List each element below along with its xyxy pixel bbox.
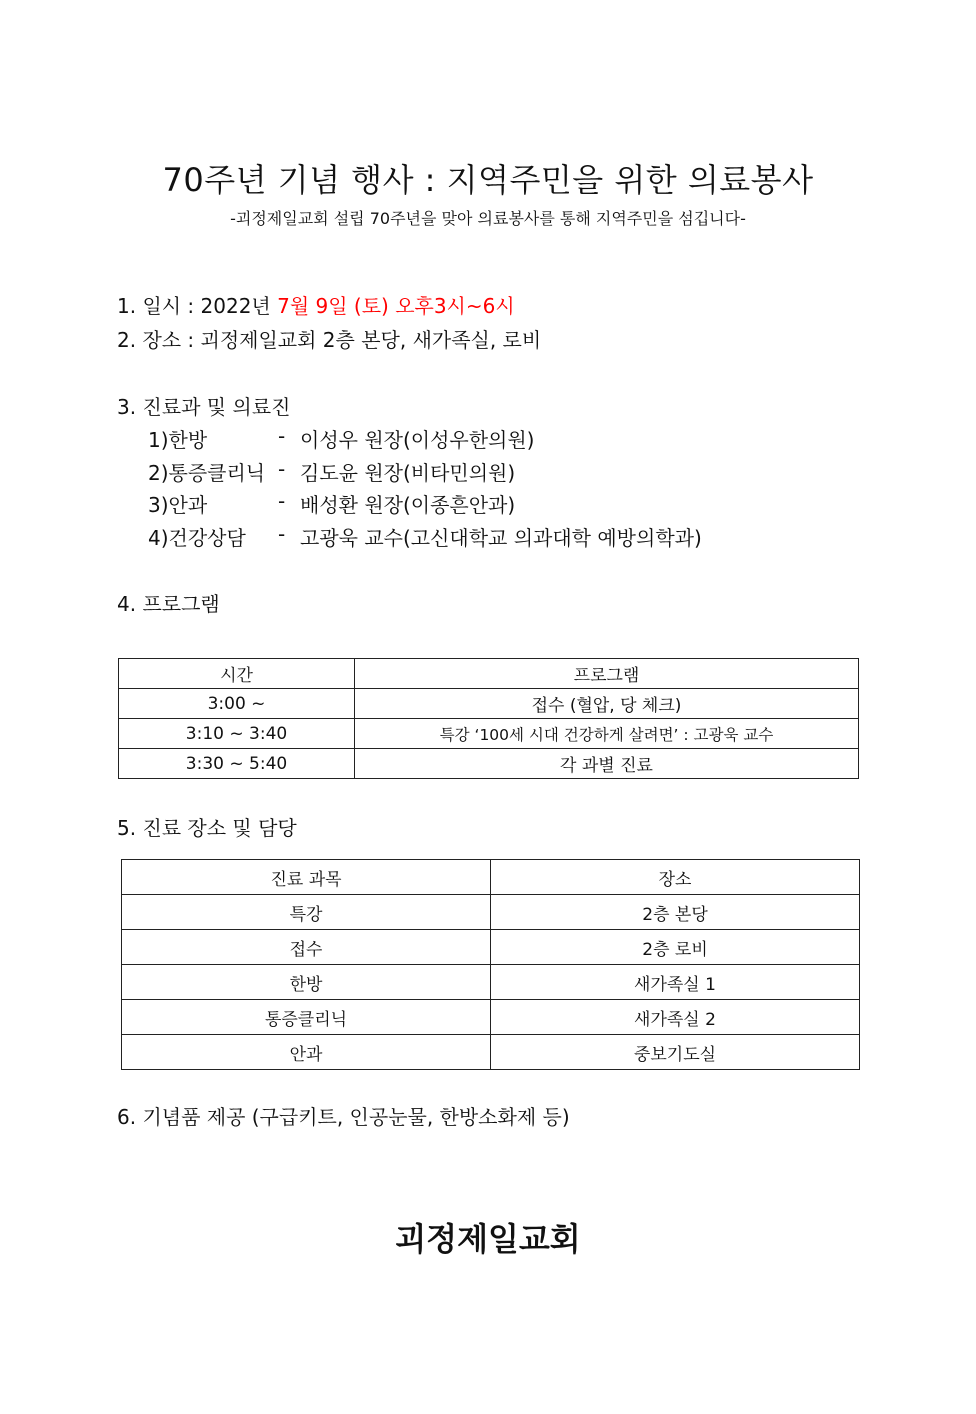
department-label: 3)안과	[148, 493, 208, 517]
document-subtitle: -괴정제일교회 설립 70주년을 맞아 의료봉사를 통해 지역주민을 섬깁니다-	[230, 209, 746, 228]
table-header-cell: 진료 과목	[122, 860, 491, 895]
department-row	[148, 489, 748, 517]
department-doctor: 배성환 원장(이종흔안과)	[300, 493, 516, 517]
department-dash: -	[278, 489, 286, 513]
table-row	[119, 719, 859, 749]
department-row	[148, 424, 748, 452]
table-row	[122, 965, 860, 1000]
department-dash: -	[278, 522, 286, 546]
department-dash: -	[278, 457, 286, 481]
program-heading: 4. 프로그램	[117, 592, 220, 616]
item-gifts: 6. 기념품 제공 (구급키트, 인공눈물, 한방소화제 등)	[117, 1105, 570, 1129]
item-date-highlight: 7월 9일 (토) 오후3시~6시	[277, 294, 515, 318]
department-label: 2)통증클리닉	[148, 461, 266, 485]
table-cell: 접수 (혈압, 당 체크)	[355, 689, 859, 719]
table-row	[122, 930, 860, 965]
table-cell: 새가족실 2	[491, 1000, 860, 1035]
department-dash: -	[278, 424, 286, 448]
table-header-cell: 시간	[119, 659, 355, 689]
table-cell: 3:10 ~ 3:40	[119, 719, 355, 749]
document-title: 70주년 기념 행사 : 지역주민을 위한 의료봉사	[162, 161, 814, 199]
table-cell: 특강	[122, 895, 491, 930]
table-cell: 특강 ‘100세 시대 건강하게 살려면’ : 고광욱 교수	[355, 719, 859, 749]
church-name-footer: 괴정제일교회	[395, 1220, 581, 1258]
table-row	[122, 895, 860, 930]
table-row	[122, 1035, 860, 1070]
program-table	[118, 658, 859, 779]
item-date	[117, 290, 515, 319]
table-header-row	[119, 659, 859, 689]
item-place: 2. 장소 : 괴정제일교회 2층 본당, 새가족실, 로비	[117, 328, 542, 352]
department-row	[148, 522, 748, 550]
table-cell: 3:00 ~	[119, 689, 355, 719]
department-label: 4)건강상담	[148, 526, 246, 550]
table-cell: 새가족실 1	[491, 965, 860, 1000]
location-table	[121, 859, 860, 1070]
item-date-prefix: 1. 일시 : 2022년	[117, 294, 278, 318]
table-header-row	[122, 860, 860, 895]
table-cell: 2층 본당	[491, 895, 860, 930]
table-cell: 안과	[122, 1035, 491, 1070]
table-cell: 접수	[122, 930, 491, 965]
department-doctor: 고광욱 교수(고신대학교 의과대학 예방의학과)	[300, 526, 702, 550]
table-header-cell: 프로그램	[355, 659, 859, 689]
departments-heading: 3. 진료과 및 의료진	[117, 395, 291, 419]
location-heading: 5. 진료 장소 및 담당	[117, 816, 297, 840]
department-doctor: 김도윤 원장(비타민의원)	[300, 461, 516, 485]
table-cell: 3:30 ~ 5:40	[119, 749, 355, 779]
table-cell: 통증클리닉	[122, 1000, 491, 1035]
table-row	[119, 689, 859, 719]
table-cell: 중보기도실	[491, 1035, 860, 1070]
department-doctor: 이성우 원장(이성우한의원)	[300, 428, 535, 452]
department-row	[148, 457, 748, 485]
table-row	[119, 749, 859, 779]
table-cell: 각 과별 진료	[355, 749, 859, 779]
department-label: 1)한방	[148, 428, 208, 452]
table-cell: 한방	[122, 965, 491, 1000]
table-row	[122, 1000, 860, 1035]
table-cell: 2층 로비	[491, 930, 860, 965]
table-header-cell: 장소	[491, 860, 860, 895]
